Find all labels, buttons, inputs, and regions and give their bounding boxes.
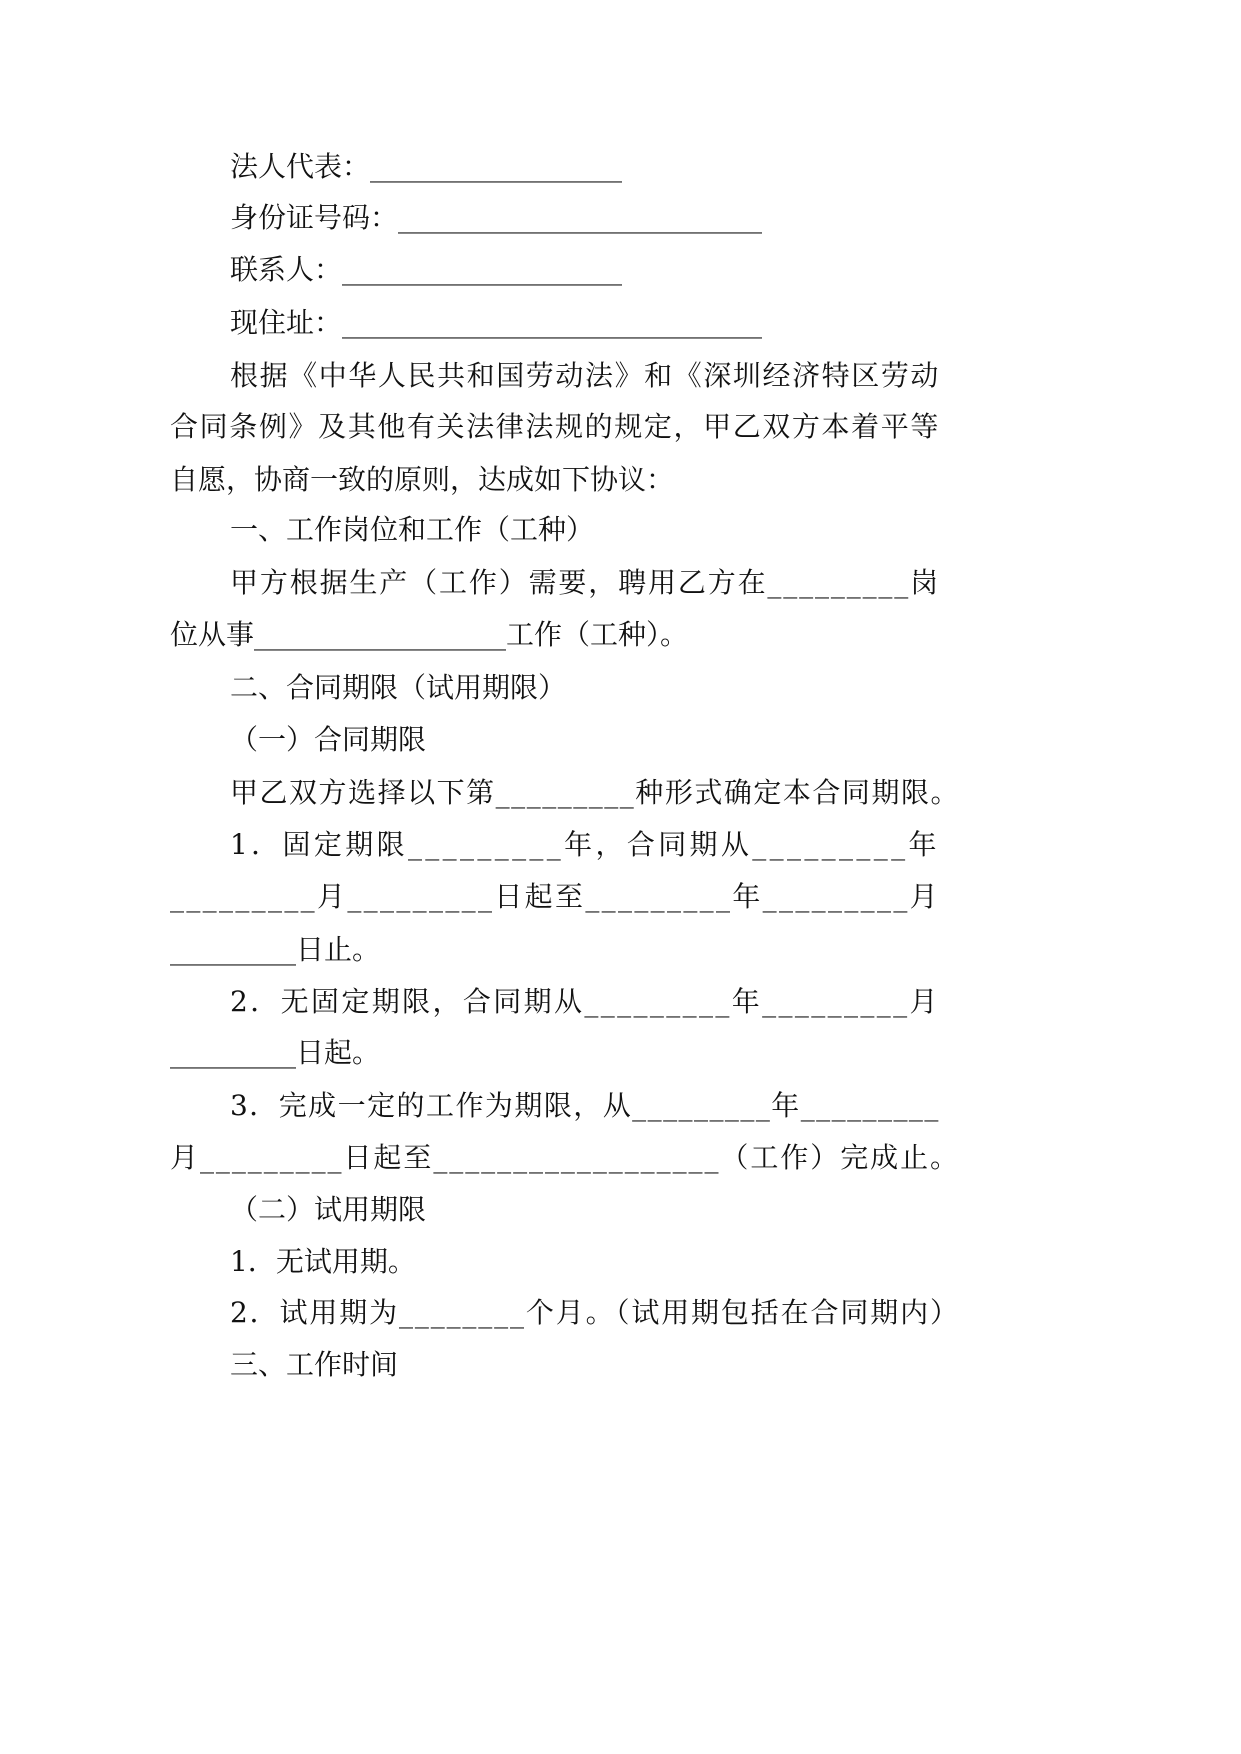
- paragraph-line: 合同条例》及其他有关法律法规的规定，甲乙双方本着平等: [170, 410, 941, 443]
- paragraph-line: _________日止。: [170, 933, 381, 966]
- paragraph-line: _________月_________日起至_________年_________月: [170, 880, 941, 913]
- legal-representative-field: 法人代表：__________________: [230, 150, 623, 183]
- paragraph-line: 甲乙双方选择以下第_________种形式确定本合同期限。: [230, 776, 961, 809]
- current-address-field: 现住址：______________________________: [230, 306, 763, 339]
- paragraph-line: 2．无固定期限，合同期从_________年_________月: [230, 985, 940, 1018]
- paragraph-line: 甲方根据生产（工作）需要，聘用乙方在_________岗: [230, 566, 941, 599]
- subsection-heading: （二）试用期限: [230, 1193, 427, 1226]
- paragraph-line: 月_________日起至__________________（工作）完成止。: [170, 1141, 961, 1174]
- paragraph-line: 3．完成一定的工作为期限，从_________年_________: [230, 1089, 940, 1122]
- paragraph-line: _________日起。: [170, 1036, 381, 1069]
- paragraph-line: 1．固定期限_________年，合同期从_________年: [230, 828, 940, 861]
- paragraph-line: 位从事__________________工作（工种）。: [170, 618, 689, 651]
- section-heading: 三、工作时间: [230, 1348, 399, 1381]
- paragraph-line: 2．试用期为________个月。（试用期包括在合同期内）: [230, 1296, 960, 1329]
- subsection-heading: （一）合同期限: [230, 723, 427, 756]
- section-heading: 一、工作岗位和工作（工种）: [230, 513, 595, 546]
- paragraph-line: 自愿，协商一致的原则，达成如下协议：: [170, 463, 675, 496]
- paragraph-line: 1．无试用期。: [230, 1245, 416, 1278]
- paragraph-line: 根据《中华人民共和国劳动法》和《深圳经济特区劳动: [230, 359, 941, 392]
- contact-person-field: 联系人：____________________: [230, 253, 623, 286]
- section-heading: 二、合同期限（试用期限）: [230, 671, 567, 704]
- id-number-field: 身份证号码：__________________________: [230, 201, 763, 234]
